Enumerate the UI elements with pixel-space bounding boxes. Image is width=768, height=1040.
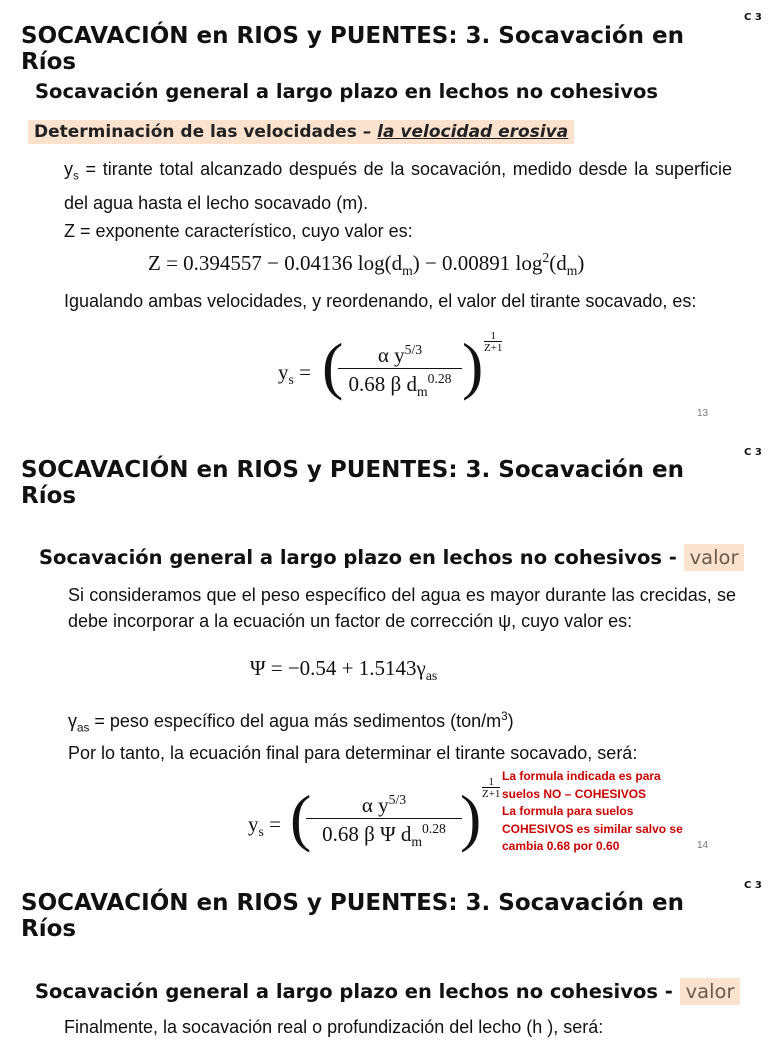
section-heading: Determinación de las velocidades – la velocidad erosiva (28, 120, 574, 144)
slide-subtitle: Socavación general a largo plazo en lechos no cohesivos (35, 80, 658, 103)
slide-subtitle: Socavación general a largo plazo en lechos no cohesivos - valor (35, 980, 740, 1003)
heading-link: la velocidad erosiva (377, 122, 569, 142)
ys-definition: $y_s$ = tirante total alcanzado después de la socavación, medido desde la superficie del agua hasta el lecho socavado (m). (64, 159, 732, 213)
equal-text: Igualando ambas velocidades, y reordenando, el valor del tirante socavado, es: (64, 291, 697, 311)
ys-final-formula: $y_s$ = ( $\frac{\alpha y^{5/3}}{0.68 \beta \Psi d_m^{0.28}}$ ) 1 Z+1 (248, 776, 501, 853)
z-formula: Z = 0.394557 − 0.04136 $\log(d_m) - 0.00891$ $\log^2(d_m)$ (148, 250, 585, 279)
slide-title: SOCAVACIÓN en RIOS y PUENTES: 3. Socavación en Ríos (21, 23, 685, 75)
slide-title: SOCAVACIÓN en RIOS y PUENTES: 3. Socavación en Ríos (21, 457, 685, 509)
slide-tag: C 3 (744, 880, 762, 891)
z-definition: Z = exponente característico, cuyo valor es: (64, 221, 413, 241)
slide-title: SOCAVACIÓN en RIOS y PUENTES: 3. Socavación en Ríos (21, 890, 685, 942)
page-number: 13 (697, 408, 709, 419)
cut-paragraph: Finalmente, la socavación real o profundización del lecho (h ), será: (64, 1017, 604, 1037)
ys-formula: $y_s$ = ( $\frac{\alpha y^{5/3}}{0.68 \beta d_m^{0.28}}$ ) 1 Z+1 (278, 330, 503, 401)
value-highlight: valor (684, 544, 745, 571)
slide-subtitle: Socavación general a largo plazo en lechos no cohesivos - valor (39, 546, 744, 569)
slide-tag: C 3 (744, 447, 762, 458)
cohesive-note: La formula indicada es para suelos NO – COHESIVOS La formula para suelos COHESIVOS es similar salvo se cambia 0.68 por 0.60 (502, 769, 683, 853)
psi-formula: $\Psi = -0.54 + 1.5143\gamma_{as}$ (250, 656, 438, 684)
value-highlight: valor (680, 978, 741, 1005)
page-number: 14 (697, 840, 709, 851)
final-equation-text: Por lo tanto, la ecuación final para determinar el tirante socavado, será: (68, 743, 638, 763)
psi-paragraph: Si consideramos que el peso específico del agua es mayor durante las crecidas, se debe incorporar a la ecuación un factor de corrección ψ, cuyo valor es: (68, 585, 736, 631)
slide-tag: C 3 (744, 12, 762, 23)
yas-definition: $\gamma_{as}$ = peso específico del agua más sedimentos $(ton/m^3)$ (68, 710, 514, 735)
